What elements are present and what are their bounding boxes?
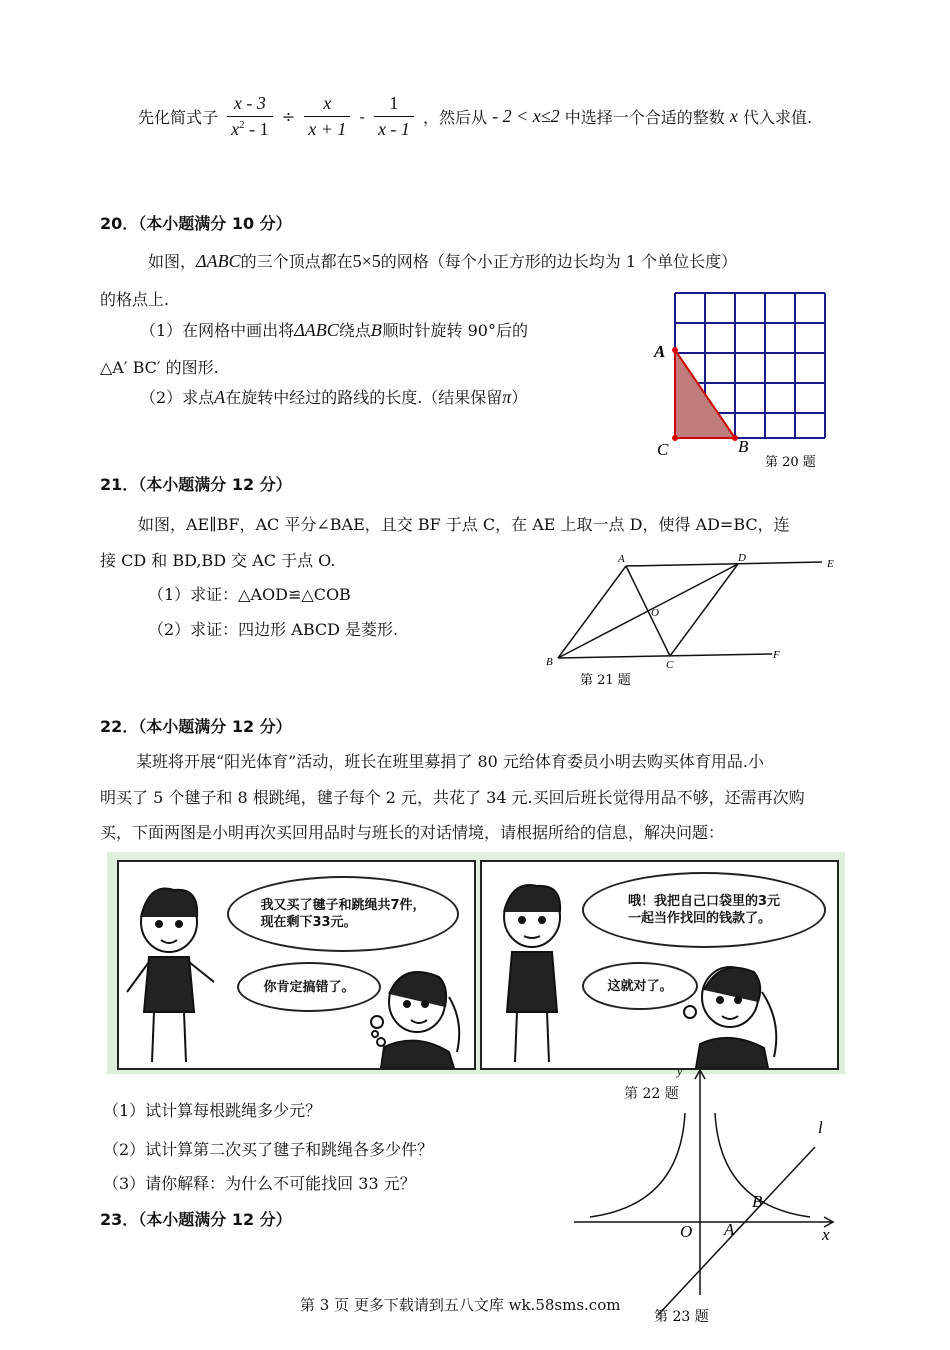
label-x: x [822,1225,830,1244]
q20-item2: （2）求点A在旋转中经过的路线的长度.（结果保留π） [140,387,528,407]
q20-item1-line2: △A′ BC′ 的图形. [100,358,219,377]
q22-p1: 某班将开展“阳光体育”活动，班长在班里募捐了 80 元给体育委员小明去购买体育用品.小 [136,752,764,771]
fraction-3: $\frac{1}{x - 1}$ [374,93,414,140]
q21-item1: （1）求证：△AOD≌△COB [148,585,351,604]
q19-suffix-a: 中选择一个合适的整数 [564,108,725,127]
q19-suffix-b: 代入求值. [742,108,813,127]
q20-heading: 20．（本小题满分 10 分） [100,214,292,233]
q20-grid-figure [645,285,845,470]
q21-figure [540,550,850,692]
fraction-2: $\frac{x}{x + 1}$ [304,93,350,140]
q21-heading: 21．（本小题满分 12 分） [100,475,292,494]
label-l: l [818,1118,823,1137]
label-o: O [680,1222,693,1241]
q22-item1: （1）试计算每根跳绳多少元？ [103,1101,322,1120]
q21-line2: 接 CD 和 BD,BD 交 AC 于点 O. [100,551,336,570]
label-b: B [752,1192,763,1211]
label-d: D [738,552,746,564]
q20-line2: 的格点上. [100,290,170,309]
label-a: A [724,1220,735,1239]
label-y: y [677,1065,683,1078]
comic-strip [107,852,845,1074]
q21-item2: （2）求证：四边形 ABCD 是菱形. [148,620,399,639]
q22-item3: （3）请你解释：为什么不可能找回 33 元？ [103,1174,416,1193]
q19-expression [138,93,812,140]
caption-22: 第 22 题 [624,1086,679,1102]
line-ae [626,562,822,566]
speech-bubble-boy-1: 我又买了毽子和跳绳共7件， 现在剩下33元。 [227,876,459,952]
label-b: B [546,656,553,668]
line-bf [558,654,772,658]
divide-sign: ÷ [281,107,296,126]
label-b: B [738,437,749,456]
q22-heading: 22．（本小题满分 12 分） [100,717,292,736]
q19-prefix: 先化简式子 [138,108,219,127]
q22-item2: （2）试计算第二次买了毽子和跳绳各多少件？ [103,1140,434,1159]
minus-sign: - [359,107,365,126]
label-c: C [657,440,669,459]
label-c: C [666,659,674,671]
q20-item1: （1）在网格中画出将ΔABC绕点B顺时针旋转 90°后的 [140,320,528,340]
caption-21: 第 21 题 [580,673,631,688]
thought-bubble-girl-1: 你肯定搞错了。 [237,962,381,1012]
q20-line1: 如图，ΔABC的三个顶点都在5×5的网格（每个小正方形的边长均为 1 个单位长度） [148,251,738,271]
q22-p2: 明买了 5 个毽子和 8 根跳绳，毽子每个 2 元，共花了 34 元.买回后班长觉得用品不够，还需再次购 [100,788,805,807]
label-a: A [618,553,625,565]
comic-panel-1 [117,860,476,1070]
q22-p3: 买，下面两图是小明再次买回用品时与班长的对话情境，请根据所给的信息，解决问题： [100,823,725,842]
caption-23: 第 23 题 [654,1309,709,1325]
label-f: F [773,649,780,661]
q19-mid: ，然后从 [423,108,488,127]
q21-line1: 如图，AE∥BF，AC 平分∠BAE，且交 BF 于点 C，在 AE 上取一点 D，使得 AD=BC，连 [138,515,790,534]
label-o: O [651,607,659,619]
comic-panel-2 [480,860,839,1070]
hyperbola-branch-1 [715,1113,810,1217]
point-c [672,435,678,441]
point-a [672,347,678,353]
q23-heading: 23．（本小题满分 12 分） [100,1210,292,1229]
segment-ab [558,566,626,658]
label-e: E [827,558,834,570]
caption-20: 第 20 题 [765,455,816,470]
label-a: A [654,342,666,361]
thought-bubble-girl-2: 这就对了。 [582,962,698,1010]
hyperbola-branch-2 [590,1113,685,1217]
page-footer: 第 3 页 更多下载请到五八文库 wk.58sms.com [300,1296,621,1314]
q19-range: - 2 < x≤2 [492,106,560,126]
q19-var: x [729,106,738,126]
fraction-1: $\frac{x - 3}{x^2 - 1}$ [227,93,273,140]
segment-dc [670,564,738,656]
speech-bubble-boy-2: 哦！我把自己口袋里的3元 一起当作找回的钱款了。 [582,872,826,948]
segment-bd [558,564,738,658]
